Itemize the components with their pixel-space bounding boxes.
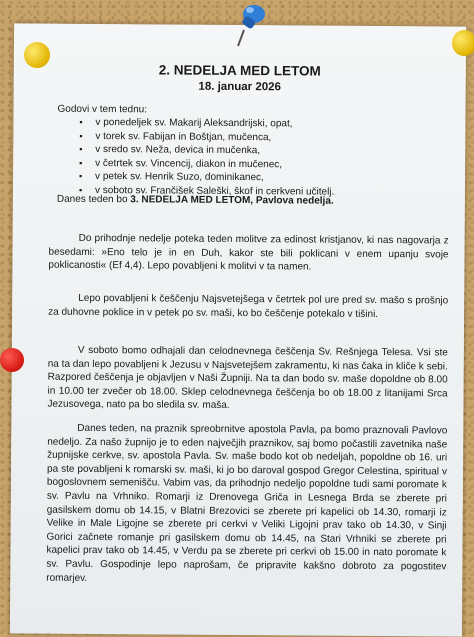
bulletin-date: 18. januar 2026 [198, 80, 281, 94]
feasts-list [79, 116, 335, 199]
list-item: ▪ v četrtek sv. Vincencij, diakon in mučenec, [79, 157, 334, 172]
next-sunday-prefix: Danes teden bo [56, 193, 131, 206]
feasts-heading: Godovi v tem tednu: [57, 103, 148, 116]
yellow-pin-icon [24, 42, 50, 68]
list-item: ▪ v torek sv. Fabijan in Boštjan, mučenca, [79, 129, 334, 144]
next-sunday-name: 3. NEDELJA MED LETOM, Pavlova nedelja. [130, 194, 334, 207]
announcement-paragraph: V soboto bomo odhajali dan celodnevnega češčenja Sv. Rešnjega Telesa. Vsi ste na ta dan lepo povabljeni k Jezusu v Najsvetejšem zakramentu, ki nas čaka in kliče k sebi. Razpored češčenja je objavljen v Naši Župniji. Na ta dan bodo sv. maše dopoldne ob 8.00 in 10.00 ter zvečer ob 18.00. Sklep celodnevnega češčenja bo ob 18.00 z litanijami Srca Jezusovega, nato pa bo sledila sv. maša. [47, 344, 448, 412]
list-item: ▪ v sredo sv. Neža, devica in mučenka, [79, 143, 334, 158]
list-item: ▪ v soboto sv. Frančišek Saleški, škof in cerkveni učitelj. [79, 184, 334, 199]
bulletin-title: 2. NEDELJA MED LETOM [158, 62, 321, 79]
blue-pushpin-icon [228, 0, 272, 48]
announcement-paragraph: Do prihodnje nedelje poteka teden molitve za edinost kristjanov, ki nas nagovarja z besedami: »Eno telo je in en Duh, kakor ste bili poklicani v enem upanju svoje poklicanosti« (Ef 4,4). Lepo povabljeni k molitvi v ta namen. [48, 232, 449, 273]
announcement-paragraph: Lepo povabljeni k češčenju Najsvetejšega v četrtek pol ure pred sv. mašo s prošnjo za duhovne poklice in v petek po sv. maši, ko bo češčenje potekalo v tišini. [48, 292, 449, 320]
red-pin-icon [0, 348, 24, 372]
next-sunday-note [57, 193, 334, 209]
bulletin-sheet [10, 23, 466, 636]
list-item: ▪ v petek sv. Henrik Suzo, dominikanec, [79, 170, 334, 185]
yellow-pin-icon [452, 30, 474, 56]
announcement-paragraph: Danes teden, na praznik spreobrnitve apostola Pavla, pa bomo praznovali Pavlovo nedeljo. Za našo župnijo je to eden največjih praznikov, saj bomo počastili zavetnika naše župnijske cerkve, sv. apostola Pavla. Sv. maše bodo kot ob nedeljah, popoldne ob 16. uri pa ste povabljeni k romarski sv. maši, ki jo bo daroval gospod Gregor Celestina, spiritual v bogoslovnem semenišču. Vabim vas, da prihodnjo nedeljo popoldne tudi sami poromate k sv. Pavlu na Vrhniko. Romarji iz Drenovega Griča in Lesnega Brda se zberete pri gasilskem domu ob 14.15, v Blatni Brezovici se zberete pri kapelici ob 14.30, romarji iz Velike in Male Ligojne se zberete pri cerkvi v Veliki Ligojni prav tako ob 14.30, v Sinji Gorici začnete romanje pri gasilskem domu ob 14.45, na Stari Vrhniki se zberete pri kapelici prav tako ob 14.45, v Verdu pa se zberete pri cerkvi ob 15.00 in nato poromate k sv. Pavlu. Gospodinje lepo naprošam, če pripravite kakšno dobroto za pogostitev romarjev. [46, 422, 448, 584]
list-item: ▪ v ponedeljek sv. Makarij Aleksandrijski, opat, [79, 116, 334, 131]
